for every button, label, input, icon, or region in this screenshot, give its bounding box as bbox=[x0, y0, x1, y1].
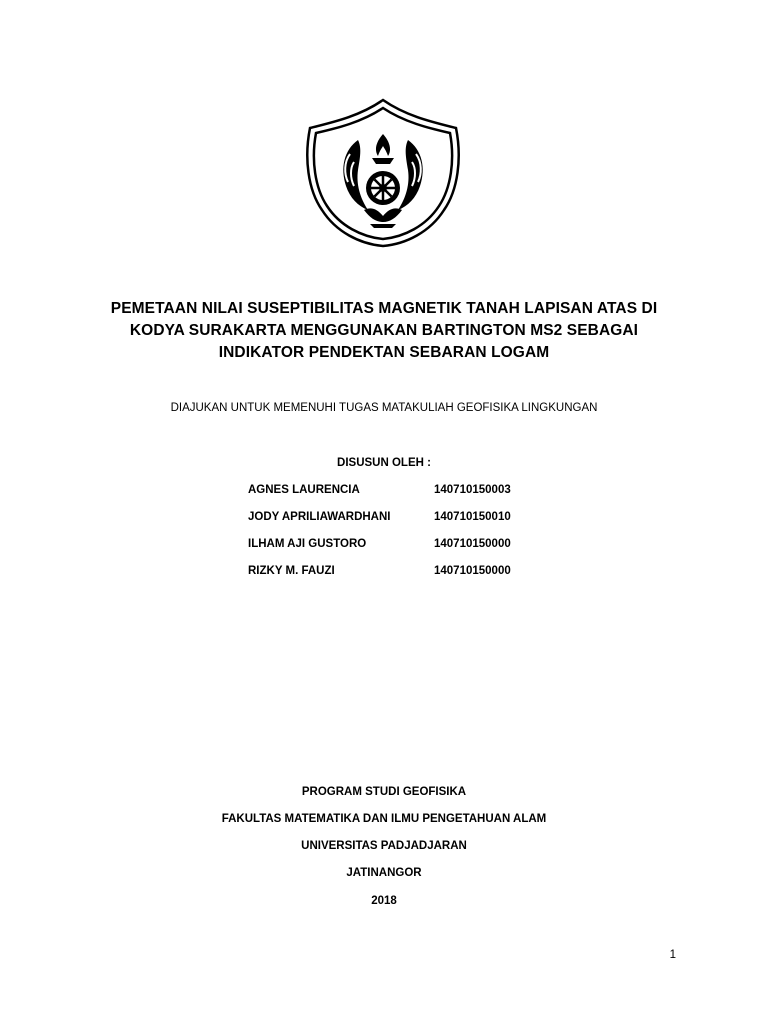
author-nim: 140710150010 bbox=[434, 511, 511, 523]
author-name: JODY APRILIAWARDHANI bbox=[248, 511, 391, 523]
author-nim: 140710150000 bbox=[434, 538, 511, 550]
city-name: JATINANGOR bbox=[346, 867, 422, 879]
title-line-1: PEMETAAN NILAI SUSEPTIBILITAS MAGNETIK TANAH LAPISAN ATAS DI bbox=[110, 300, 658, 317]
author-name: RIZKY M. FAUZI bbox=[248, 565, 335, 577]
author-row bbox=[248, 511, 548, 538]
author-row bbox=[248, 484, 548, 511]
document-title bbox=[90, 298, 678, 364]
author-name: ILHAM AJI GUSTORO bbox=[248, 538, 367, 550]
author-nim: 140710150003 bbox=[434, 484, 511, 496]
year: 2018 bbox=[371, 895, 397, 907]
authors-list bbox=[248, 484, 548, 592]
author-name: AGNES LAURENCIA bbox=[248, 484, 360, 496]
title-line-2: KODYA SURAKARTA MENGGUNAKAN BARTINGTON MS2 SEBAGAI bbox=[129, 322, 639, 339]
study-program: PROGRAM STUDI GEOFISIKA bbox=[301, 786, 467, 798]
compiled-by-label: DISUSUN OLEH : bbox=[337, 457, 431, 469]
university-name: UNIVERSITAS PADJADJARAN bbox=[301, 840, 467, 852]
title-line-3: INDIKATOR PENDEKTAN SEBARAN LOGAM bbox=[218, 344, 550, 361]
author-nim: 140710150000 bbox=[434, 565, 511, 577]
submission-purpose: DIAJUKAN UNTUK MEMENUHI TUGAS MATAKULIAH GEOFISIKA LINGKUNGAN bbox=[170, 402, 598, 414]
page-number: 1 bbox=[669, 949, 676, 961]
university-emblem-logo bbox=[300, 98, 466, 248]
faculty-name: FAKULTAS MATEMATIKA DAN ILMU PENGETAHUAN ALAM bbox=[221, 813, 547, 825]
author-row bbox=[248, 565, 548, 592]
author-row bbox=[248, 538, 548, 565]
